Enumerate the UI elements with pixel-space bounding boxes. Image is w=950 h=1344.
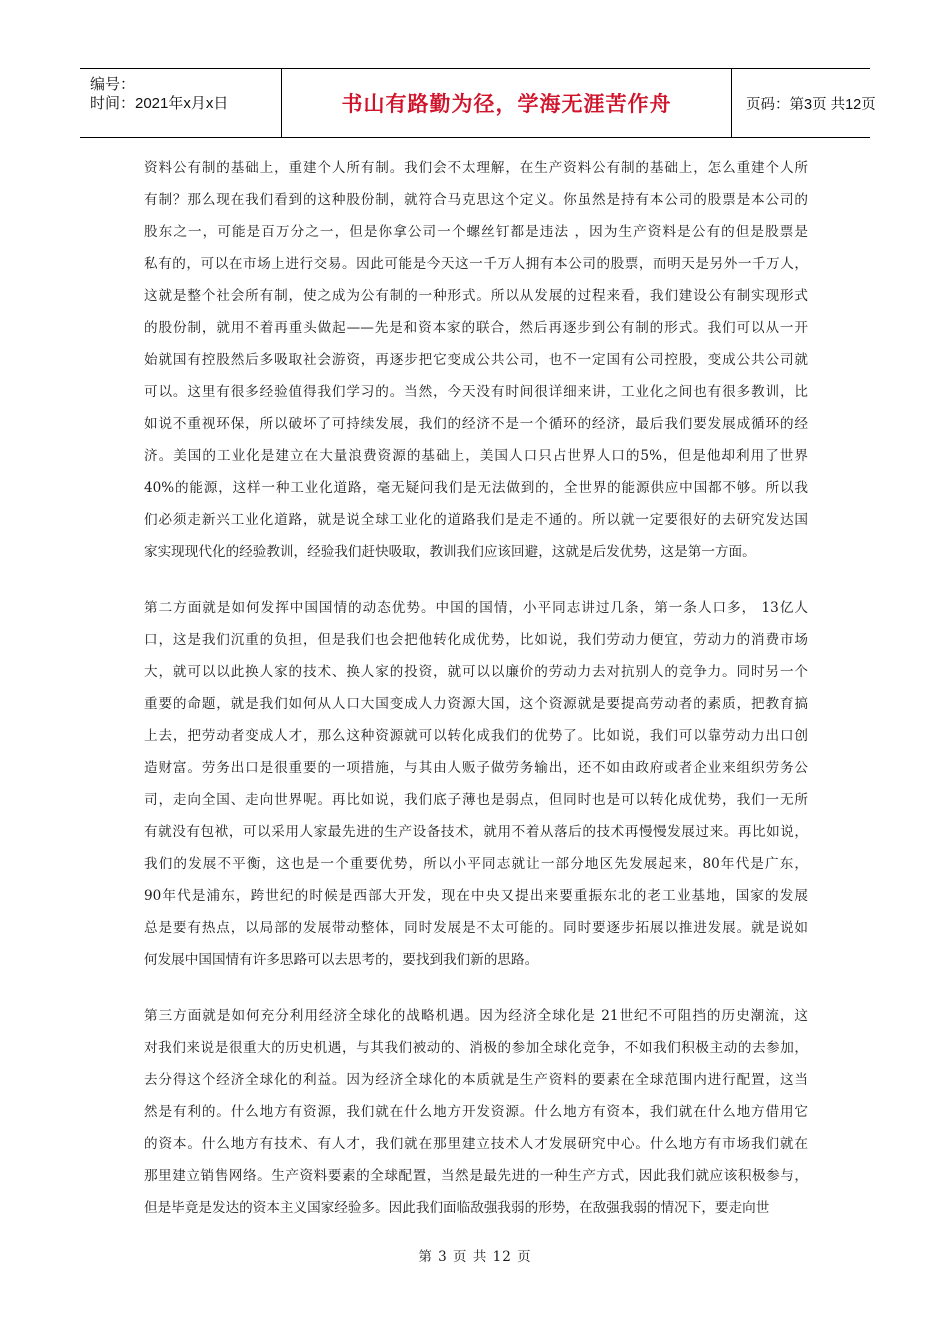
- document-body: [144, 152, 808, 1224]
- text-line: 股东之一，可能是百万分之一，但是你拿公司一个螺丝钉都是违法 ，因为生产资料是公有的但是股票是: [144, 224, 808, 240]
- text-line: 对我们来说是很重大的历史机遇，与其我们被动的、消极的参加全球化竞争，不如我们积极主动的去参加，: [144, 1040, 808, 1056]
- text-line: 济。美国的工业化是建立在大量浪费资源的基础上，美国人口只占世界人口的5%，但是他却利用了世界: [144, 448, 808, 464]
- header-info-cell: [80, 69, 282, 137]
- text-line: 那里建立销售网络。生产资料要素的全球配置，当然是最先进的一种生产方式，因此我们就应该积极参与，: [144, 1168, 808, 1184]
- document-date: 时间：2021年x月x日: [90, 95, 229, 112]
- text-line: 90年代是浦东，跨世纪的时候是西部大开发，现在中央又提出来要重振东北的老工业基地，国家的发展: [144, 888, 808, 904]
- text-line: 大，就可以以此换人家的技术、换人家的投资，就可以以廉价的劳动力去对抗别人的竞争力。同时另一个: [144, 664, 808, 680]
- text-line: 造财富。劳务出口是很重要的一项措施，与其由人贩子做劳务输出，还不如由政府或者企业来组织劳务公: [144, 760, 808, 776]
- text-line: 的资本。什么地方有技术、有人才，我们就在那里建立技术人才发展研究中心。什么地方有市场我们就在: [144, 1136, 808, 1152]
- text-line: 家实现现代化的经验教训，经验我们赶快吸取，教训我们应该回避，这就是后发优势，这是第一方面。: [144, 544, 756, 560]
- header-motto-cell: [282, 69, 732, 137]
- document-number-label: 编号：: [90, 76, 136, 93]
- text-line: 我们的发展不平衡，这也是一个重要优势，所以小平同志就让一部分地区先发展起来，80年代是广东，: [144, 856, 808, 872]
- header-page-cell: [732, 69, 876, 137]
- text-line: 去分得这个经济全球化的利益。因为经济全球化的本质就是生产资料的要素在全球范围内进行配置，这当: [144, 1072, 808, 1088]
- header-page-info: 页码：第3页 共12页: [746, 96, 876, 113]
- paragraph: [144, 1000, 808, 1224]
- text-line: 们必须走新兴工业化道路，就是说全球工业化的道路我们是走不通的。所以就一定要很好的去研究发达国: [144, 512, 808, 528]
- paragraph: [144, 592, 808, 976]
- text-line: 何发展中国国情有许多思路可以去思考的，要找到我们新的思路。: [144, 952, 539, 968]
- text-line: 但是毕竟是发达的资本主义国家经验多。因此我们面临敌强我弱的形势，在敌强我弱的情况下，要走向世: [144, 1200, 770, 1216]
- text-line: 司，走向全国、走向世界呢。再比如说，我们底子薄也是弱点，但同时也是可以转化成优势，我们一无所: [144, 792, 808, 808]
- text-line: 私有的，可以在市场上进行交易。因此可能是今天这一千万人拥有本公司的股票，而明天是另外一千万人，: [144, 256, 808, 272]
- text-line: 可以。这里有很多经验值得我们学习的。当然，今天没有时间很详细来讲，工业化之间也有很多教训，比: [144, 384, 808, 400]
- paragraph: [144, 152, 808, 568]
- text-line: 第二方面就是如何发挥中国国情的动态优势。中国的国情，小平同志讲过几条，第一条人口多， 13亿人: [144, 600, 808, 616]
- text-line: 口，这是我们沉重的负担，但是我们也会把他转化成优势，比如说，我们劳动力便宜，劳动力的消费市场: [144, 632, 808, 648]
- text-line: 上去，把劳动者变成人才，那么这种资源就可以转化成我们的优势了。比如说，我们可以靠劳动力出口创: [144, 728, 808, 744]
- text-line: 有就没有包袱，可以采用人家最先进的生产设备技术，就用不着从落后的技术再慢慢发展过来。再比如说，: [144, 824, 808, 840]
- text-line: 资料公有制的基础上，重建个人所有制。我们会不太理解，在生产资料公有制的基础上，怎么重建个人所: [144, 160, 808, 176]
- text-line: 这就是整个社会所有制，使之成为公有制的一种形式。所以从发展的过程来看，我们建设公有制实现形式: [144, 288, 808, 304]
- paragraph-gap: [144, 976, 808, 1000]
- text-line: 第三方面就是如何充分利用经济全球化的战略机遇。因为经济全球化是 21世纪不可阻挡的历史潮流，这: [144, 1008, 808, 1024]
- page-header: [80, 68, 876, 138]
- text-line: 40%的能源，这样一种工业化道路，毫无疑问我们是无法做到的，全世界的能源供应中国都不够。所以我: [144, 480, 808, 496]
- text-line: 的股份制，就用不着再重头做起——先是和资本家的联合，然后再逐步到公有制的形式。我们可以从一开: [144, 320, 808, 336]
- text-line: 始就国有控股然后多吸取社会游资，再逐步把它变成公共公司，也不一定国有公司控股，变成公共公司就: [144, 352, 808, 368]
- header-motto: 书山有路勤为径，学海无涯苦作舟: [341, 92, 672, 116]
- text-line: 如说不重视环保，所以破坏了可持续发展，我们的经济不是一个循环的经济，最后我们要发展成循环的经: [144, 416, 808, 432]
- text-line: 总是要有热点，以局部的发展带动整体，同时发展是不太可能的。同时要逐步拓展以推进发展。就是说如: [144, 920, 808, 936]
- page-footer: 第 3 页 共 12 页: [418, 1249, 532, 1265]
- text-line: 然是有利的。什么地方有资源，我们就在什么地方开发资源。什么地方有资本，我们就在什么地方借用它: [144, 1104, 808, 1120]
- text-line: 重要的命题，就是我们如何从人口大国变成人力资源大国，这个资源就是要提高劳动者的素质，把教育搞: [144, 696, 808, 712]
- text-line: 有制？那么现在我们看到的这种股份制，就符合马克思这个定义。你虽然是持有本公司的股票是本公司的: [144, 192, 808, 208]
- paragraph-gap: [144, 568, 808, 592]
